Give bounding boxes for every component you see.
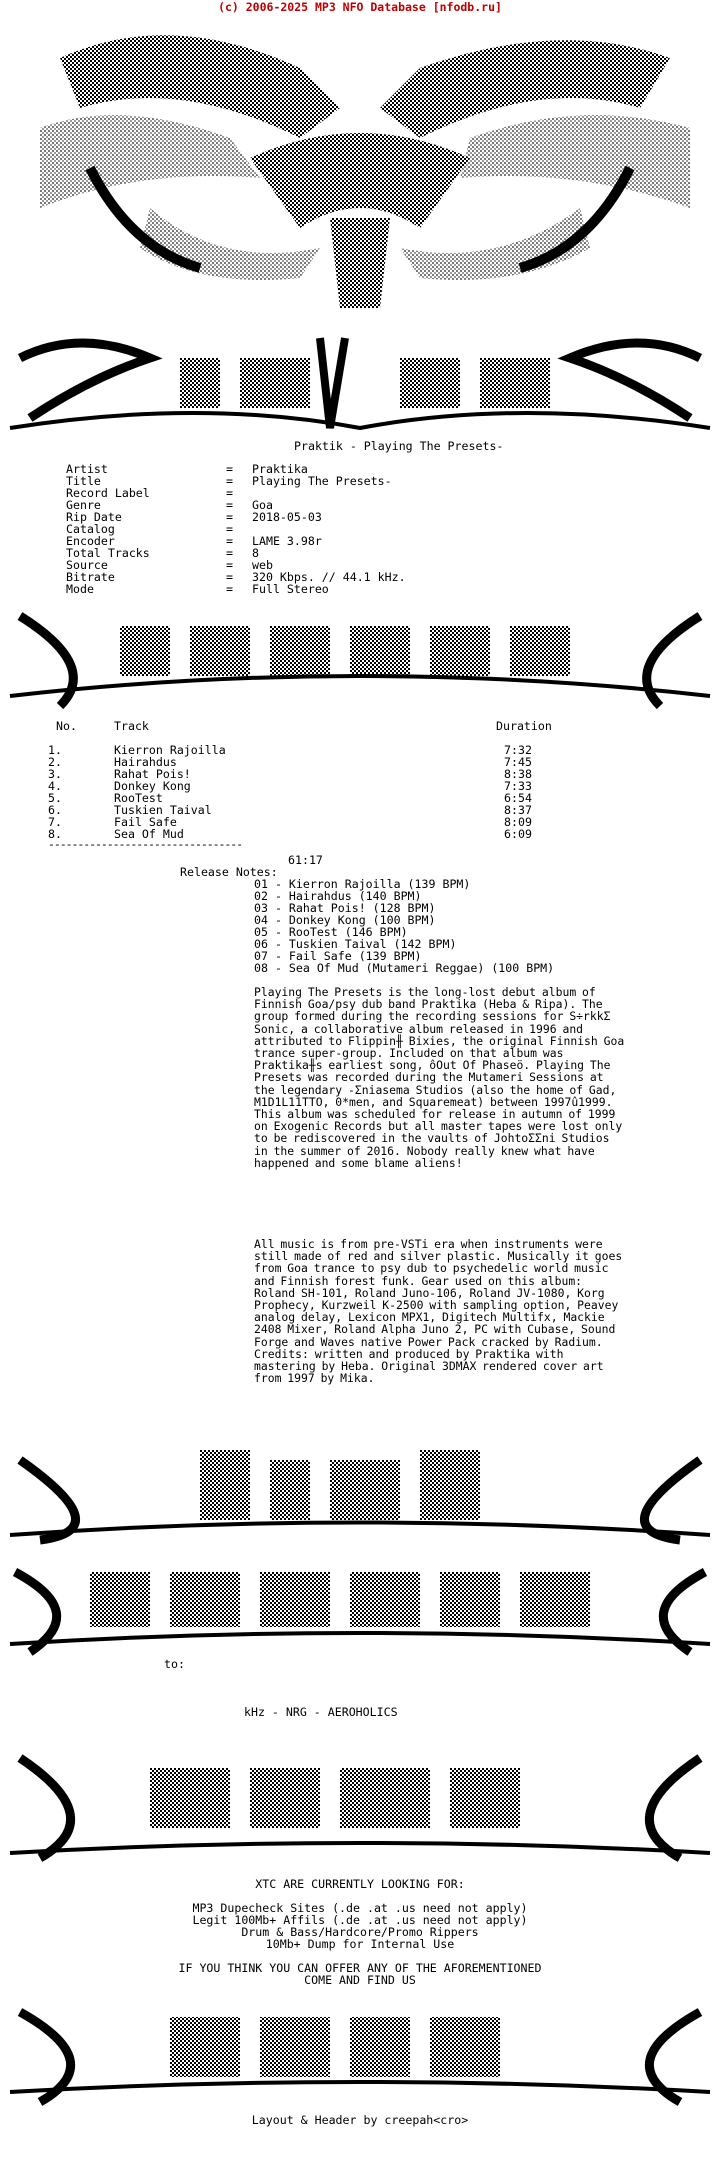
nfo-banner-art: [0, 1992, 720, 2112]
info-value: Playing The Presets-: [252, 474, 392, 488]
notes-list-item: 07 - Fail Safe (139 BPM): [254, 949, 422, 963]
news-item: Drum & Bass/Hardcore/Promo Rippers: [241, 1925, 479, 1939]
info-sep: =: [226, 498, 233, 512]
site-banner[interactable]: (c) 2006-2025 MP3 NFO Database [nfodb.ru]: [218, 0, 502, 14]
info-value: Full Stereo: [252, 582, 329, 596]
notes-list-item: 01 - Kierron Rajoilla (139 BPM): [254, 877, 471, 891]
infos-banner-art: [0, 318, 720, 438]
list-banner-art: [0, 1430, 720, 1550]
info-value: web: [252, 558, 273, 572]
col-track: Track: [114, 719, 149, 733]
tracklist-header: [56, 719, 552, 733]
info-sep: =: [226, 462, 233, 476]
news-banner-art: [0, 1738, 720, 1868]
xtc-logo-art: [0, 18, 720, 318]
info-sep: =: [226, 534, 233, 548]
info-label: Bitrate: [66, 570, 115, 584]
info-value: 2018-05-03: [252, 510, 322, 524]
news-call: IF YOU THINK YOU CAN OFFER ANY OF THE AFOREMENTIONED: [178, 1961, 542, 1975]
notes-list-item: 02 - Hairahdus (140 BPM): [254, 889, 422, 903]
news-item: 10Mb+ Dump for Internal Use: [265, 1937, 455, 1951]
notes-paragraph: Playing The Presets is the long-lost debut album of Finnish Goa/psy dub band Praktika (Heba & Ripa). The group formed during the recording sessions for S÷rkkΣ Sonic, a collaborative album released in 1996 and attributed to Flippin╫ Bixies, the original Finnish Goa trance super-group. Included on that album was Praktika╫s earliest song, ôOut Of Phaseö. Playing The Presets was recorded during the Mutameri Sessions at the legendary -Σniasema Studios (also the home of Gad, M1D1L11TTO, 0*men, and Squaremeat) between 1997û1999. This album was scheduled for release in autumn of 1999 on Exogenic Records but all master tapes were lost only to be rediscovered in the vaults of JohtoΣΣni Studios in the summer of 2016. Nobody really knew what have happened and some blame aliens!: [254, 985, 625, 1170]
news-item: Legit 100Mb+ Affils (.de .at .us need not apply): [192, 1913, 528, 1927]
notes-list-item: 04 - Donkey Kong (100 BPM): [254, 913, 436, 927]
news-item: MP3 Dupecheck Sites (.de .at .us need not apply): [192, 1901, 528, 1915]
notes-list-item: 08 - Sea Of Mud (Mutameri Reggae) (100 BPM): [254, 961, 555, 975]
track-duration: 8:37: [504, 803, 532, 817]
info-label: Encoder: [66, 534, 115, 548]
track-no: 1.: [48, 743, 62, 757]
info-value: Praktika: [252, 462, 308, 476]
info-label: Title: [66, 474, 101, 488]
info-label: Artist: [66, 462, 108, 476]
track-no: 7.: [48, 815, 62, 829]
info-sep: =: [226, 558, 233, 572]
info-label: Rip Date: [66, 510, 122, 524]
info-sep: =: [226, 474, 233, 488]
track-title: RooTest: [114, 791, 163, 805]
col-duration: Duration: [496, 719, 552, 733]
news-heading: XTC ARE CURRENTLY LOOKING FOR:: [255, 1877, 465, 1891]
header-title: Praktik - Playing The Presets-: [294, 439, 504, 453]
track-duration: 6:54: [504, 791, 532, 805]
info-label: Source: [66, 558, 108, 572]
info-sep: =: [226, 522, 233, 536]
info-label: Mode: [66, 582, 94, 596]
notes-list-item: 05 - RooTest (146 BPM): [254, 925, 408, 939]
track-title: Hairahdus: [114, 755, 177, 769]
info-sep: =: [226, 582, 233, 596]
tracks-banner-art: [0, 596, 720, 716]
track-no: 2.: [48, 755, 62, 769]
news-call: COME AND FIND US: [304, 1973, 416, 1987]
col-no: No.: [56, 719, 77, 733]
info-sep: =: [226, 486, 233, 500]
info-sep: =: [226, 546, 233, 560]
track-duration: 6:09: [504, 827, 532, 841]
track-title: Fail Safe: [114, 815, 177, 829]
track-no: 5.: [48, 791, 62, 805]
track-no: 4.: [48, 779, 62, 793]
track-title: Tuskien Taival: [114, 803, 212, 817]
track-no: 3.: [48, 767, 62, 781]
shouts-banner-art: [0, 1552, 720, 1662]
notes-list-item: 03 - Rahat Pois! (128 BPM): [254, 901, 436, 915]
info-sep: =: [226, 510, 233, 524]
info-label: Genre: [66, 498, 101, 512]
greetings-groups: kHz - NRG - AEROHOLICS: [244, 1705, 398, 1719]
total-duration: 61:17: [288, 853, 323, 867]
info-value: 320 Kbps. // 44.1 kHz.: [252, 570, 406, 584]
track-title: Sea Of Mud: [114, 827, 184, 841]
info-sep: =: [226, 570, 233, 584]
track-title: Kierron Rajoilla: [114, 743, 226, 757]
track-duration: 7:45: [504, 755, 532, 769]
info-label: Catalog: [66, 522, 115, 536]
release-notes-label: Release Notes:: [180, 865, 278, 879]
notes-list-item: 06 - Tuskien Taival (142 BPM): [254, 937, 457, 951]
info-value: Goa: [252, 498, 273, 512]
track-duration: 8:09: [504, 815, 532, 829]
info-row: [66, 582, 329, 596]
track-title: Rahat Pois!: [114, 767, 191, 781]
track-duration: 8:38: [504, 767, 532, 781]
info-label: Record Label: [66, 486, 150, 500]
track-no: 8.: [48, 827, 62, 841]
tracklist-separator: ---------------------------------: [48, 837, 243, 851]
notes-paragraph: All music is from pre-VSTi era when instruments were still made of red and silver plastic. Musically it goes from Goa trance to psy dub to psychedelic world music and Finnish forest funk. Gear used on this album: Roland SH-101, Roland Juno-106, Roland JV-1080, Korg Prophecy, Kurzweil K-2500 with sampling option, Peavey analog delay, Lexicon MPX1, Digitech Multifx, Mackie 2408 Mixer, Roland Alpha Juno 2, PC with Cubase, Sound Forge and Waves native Power Pack cracked by Radium. Credits: written and produced by Praktika with mastering by Heba. Original 3DMAX rendered cover art from 1997 by Mika.: [254, 1237, 623, 1386]
greetings-to-label: to:: [164, 1657, 185, 1671]
info-value: LAME 3.98r: [252, 534, 322, 548]
info-value: 8: [252, 546, 259, 560]
footer-credit: Layout & Header by creepah<cro>: [251, 2113, 469, 2127]
track-duration: 7:32: [504, 743, 532, 757]
track-duration: 7:33: [504, 779, 532, 793]
track-no: 6.: [48, 803, 62, 817]
info-label: Total Tracks: [66, 546, 150, 560]
track-title: Donkey Kong: [114, 779, 191, 793]
